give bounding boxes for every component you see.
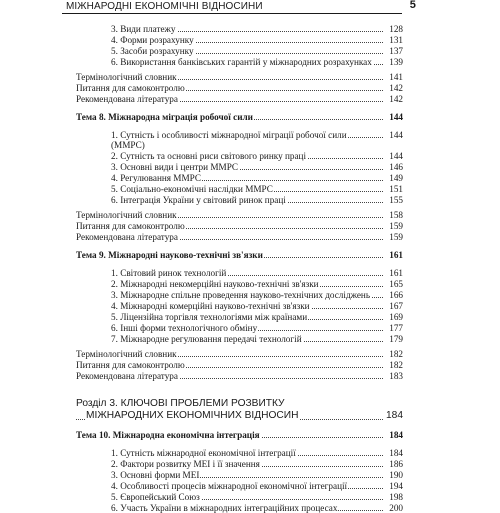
toc-entry: Термінологічний словник 141: [76, 72, 403, 82]
toc-entry: 4. Форми розрахунку 131: [111, 35, 403, 45]
toc-entry: 4. Регулювання ММРС 149: [111, 173, 403, 183]
toc-entry: 2. Сутність та основні риси світового ринку праці 144: [111, 151, 403, 161]
toc-entry: 5. Ліцензійна торгівля технологіями між країнами 169: [111, 312, 403, 322]
toc-entry: 1. Сутність міжнародної економічної інтеграції 184: [111, 448, 403, 458]
toc-entry-continuation: (ММРС): [111, 140, 145, 150]
toc-entry: Рекомендована література 142: [76, 94, 403, 104]
toc-entry: Термінологічний словник 158: [76, 210, 403, 220]
toc-entry: Питання для самоконтролю 142: [76, 83, 403, 93]
toc-entry: 1. Світовий ринок технологій 161: [111, 268, 403, 278]
toc-entry: 5. Соціально-економічні наслідки ММРС 151: [111, 184, 403, 194]
toc-entry: 2. Міжнародні некомерційні науково-технічні зв'язки 165: [111, 279, 403, 289]
toc-topic: Тема 8. Міжнародна міграція робочої сили 144: [76, 112, 403, 122]
toc-topic: Тема 9. Міжнародні науково-технічні зв'язки 161: [76, 250, 403, 260]
toc-section-heading: МІЖНАРОДНИХ ЕКОНОМІЧНИХ ВІДНОСИН 184: [76, 410, 403, 422]
toc-entry: 5. Європейський Союз 198: [111, 492, 403, 502]
toc-entry: 2. Фактори розвитку МЕІ і її значення 186: [111, 459, 403, 469]
toc-entry: 3. Види платежу 128: [111, 24, 403, 34]
running-header: [62, 0, 416, 14]
toc-entry: 4. Міжнародні комерційні науково-технічні зв'язки 167: [111, 301, 403, 311]
running-header-title: МІЖНАРОДНІ ЕКОНОМІЧНІ ВІДНОСИНИ: [66, 1, 263, 12]
page-number: 5: [409, 0, 416, 11]
toc-entry: 3. Основні види і центри ММРС 146: [111, 162, 403, 172]
toc-entry: 3. Основні форми МЕІ 190: [111, 470, 403, 480]
toc-entry: 7. Міжнародне регулювання передачі технологій 179: [111, 334, 403, 344]
toc-entry: Питання для самоконтролю 159: [76, 221, 403, 231]
toc-entry: Питання для самоконтролю 182: [76, 360, 403, 370]
toc-entry: Термінологічний словник 182: [76, 349, 403, 359]
toc-entry: 6. Використання банківських гарантій у міжнародних розрахунках 139: [111, 57, 403, 67]
toc-entry: 3. Міжнародне спільне проведення науково-технічних досліджень 166: [111, 290, 403, 300]
toc-section-heading: Розділ 3. КЛЮЧОВІ ПРОБЛЕМИ РОЗВИТКУ: [76, 398, 285, 409]
toc-entry: 6. Інші форми технологічного обміну 177: [111, 323, 403, 333]
toc-entry: 6. Участь України в міжнародних інтеграційних процесах 200: [111, 503, 403, 513]
toc-entry: 6. Інтеграція України у світовий ринок праці 155: [111, 195, 403, 205]
toc-entry: Рекомендована література 183: [76, 371, 403, 381]
toc-entry: 4. Особливості процесів міжнародної економічної інтеграції 194: [111, 481, 403, 491]
toc-topic: Тема 10. Міжнародна економічна інтеграція 184: [76, 430, 403, 440]
toc-entry: 5. Засоби розрахунку 137: [111, 46, 403, 56]
toc-entry: 1. Сутність і особливості міжнародної міграції робочої сили 144: [111, 130, 403, 140]
toc-entry: Рекомендована література 159: [76, 232, 403, 242]
